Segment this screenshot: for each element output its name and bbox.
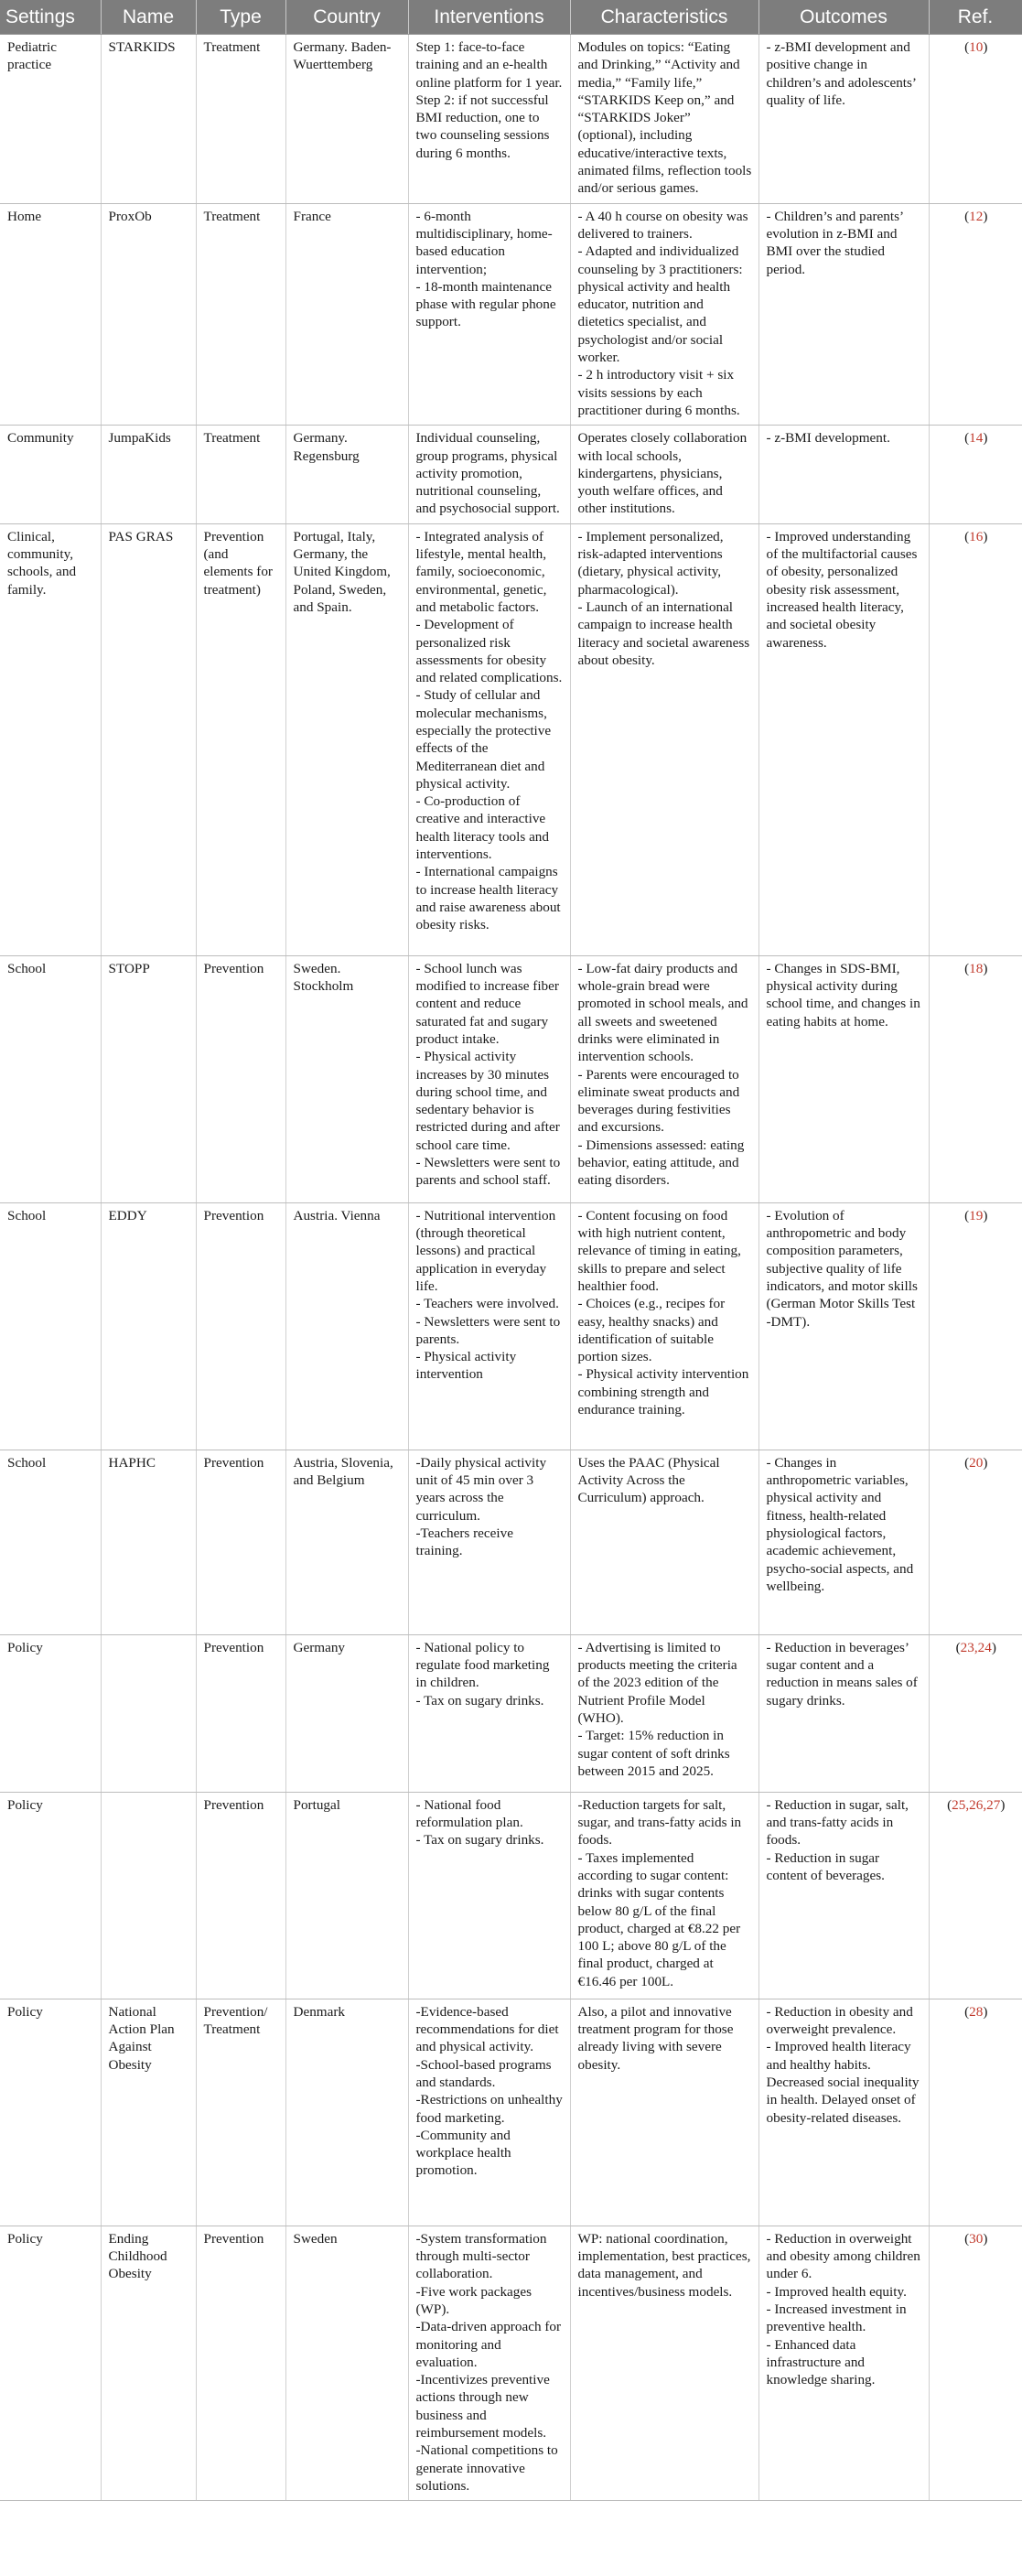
cell-type: Prevention: [196, 955, 285, 1202]
cell-characteristics-line: Uses the PAAC (Physical Activity Across the Curriculum) approach.: [577, 1454, 720, 1506]
cell-ref: (19): [929, 1202, 1022, 1450]
cell-interventions-line: -Incentivizes preventive actions through new business and reimbursement models.: [415, 2372, 550, 2441]
cell-name: HAPHC: [101, 1450, 196, 1634]
cell-type: Prevention: [196, 2226, 285, 2500]
cell-outcomes: [758, 426, 929, 523]
cell-characteristics: [570, 426, 758, 523]
table-row: [0, 35, 1022, 204]
cell-interventions-line: - Co-production of creative and interactive health literacy tools and interventions.: [415, 793, 549, 863]
cell-characteristics-line: - Choices (e.g., recipes for easy, healthy snacks) and identification of suitable portion sizes.: [577, 1296, 726, 1365]
cell-characteristics-line: -Reduction targets for salt, sugar, and trans-fatty acids in foods.: [577, 1796, 742, 1848]
cell-outcomes-line: - Increased investment in preventive health.: [766, 2301, 907, 2335]
cell-interventions: [408, 2226, 570, 2500]
cell-characteristics-line: - Adapted and individualized counseling by 3 practitioners: physical activity and health educator, nutrition and dietetics specialist, and psychologist and/or social worker.: [577, 243, 743, 366]
cell-type: Treatment: [196, 203, 285, 426]
table-row: [0, 1999, 1022, 2226]
cell-name: Ending Childhood Obesity: [101, 2226, 196, 2500]
cell-outcomes-line: - Improved health equity.: [766, 2283, 907, 2300]
cell-characteristics-line: Modules on topics: “Eating and Drinking,” “Activity and media,” “Family life,” “STARKIDS Keep on,” and “STARKIDS Joker” (optional), including educative/interactive texts, animated films, reflection tools and/or serious games.: [577, 39, 752, 197]
cell-interventions-line: - Physical activity increases by 30 minutes during school time, and sedentary behavior is restricted during and after school care time.: [415, 1049, 560, 1153]
cell-name: EDDY: [101, 1202, 196, 1450]
cell-characteristics: [570, 1792, 758, 1999]
cell-ref: (10): [929, 35, 1022, 204]
header-characteristics: Characteristics: [570, 0, 758, 35]
cell-outcomes: [758, 1450, 929, 1634]
cell-outcomes-line: - Improved health literacy and healthy habits. Decreased social inequality in health. Delayed onset of obesity-related diseases.: [766, 2039, 920, 2126]
reference-link[interactable]: 28: [969, 2003, 984, 2020]
cell-ref: (30): [929, 2226, 1022, 2500]
cell-outcomes: [758, 955, 929, 1202]
cell-outcomes: [758, 2226, 929, 2500]
cell-setting: Policy: [0, 1792, 101, 1999]
cell-outcomes: [758, 1202, 929, 1450]
cell-interventions-line: - Teachers were involved.: [415, 1296, 559, 1312]
reference-link[interactable]: 12: [969, 208, 984, 224]
cell-characteristics-line: - Taxes implemented according to sugar content: drinks with sugar contents below 80 g/L of the final product, charged at €8.22 per 100 L; above 80 g/L of the final product, charged at €16.46 per 100L.: [577, 1849, 741, 1989]
cell-interventions-line: - Nutritional intervention (through theoretical lessons) and practical application in everyday life.: [415, 1207, 556, 1294]
reference-link[interactable]: 16: [969, 528, 984, 544]
cell-characteristics-line: - Content focusing on food with high nutrient content, relevance of timing in eating, skills to prepare and select healthier food.: [577, 1207, 741, 1294]
reference-link[interactable]: 18: [969, 960, 984, 976]
cell-country: Portugal: [285, 1792, 408, 1999]
cell-type: Treatment: [196, 426, 285, 523]
cell-country: Austria, Slovenia, and Belgium: [285, 1450, 408, 1634]
cell-interventions: [408, 426, 570, 523]
reference-link[interactable]: 20: [969, 1454, 984, 1471]
table-row: [0, 523, 1022, 955]
cell-characteristics: [570, 2226, 758, 2500]
header-country: Country: [285, 0, 408, 35]
cell-characteristics: [570, 955, 758, 1202]
cell-setting: School: [0, 955, 101, 1202]
reference-link[interactable]: 30: [969, 2230, 984, 2247]
cell-interventions-line: - Physical activity intervention: [415, 1349, 517, 1383]
table-row: [0, 1450, 1022, 1634]
cell-outcomes-line: - Reduction in overweight and obesity among children under 6.: [766, 2230, 920, 2282]
cell-characteristics-line: - Target: 15% reduction in sugar content of soft drinks between 2015 and 2025.: [577, 1728, 730, 1779]
cell-setting: Policy: [0, 1634, 101, 1792]
cell-interventions-line: -System transformation through multi-sector collaboration.: [415, 2230, 547, 2282]
cell-interventions-line: - National food reformulation plan.: [415, 1796, 523, 1831]
cell-characteristics: [570, 35, 758, 204]
cell-country: France: [285, 203, 408, 426]
cell-interventions-line: -Evidence-based recommendations for diet and physical activity.: [415, 2003, 559, 2055]
cell-outcomes-line: - Enhanced data infrastructure and knowledge sharing.: [766, 2336, 876, 2388]
cell-outcomes-line: - z-BMI development and positive change in children’s and adolescents’ quality of life.: [766, 39, 916, 108]
cell-outcomes-line: - Reduction in obesity and overweight prevalence.: [766, 2003, 913, 2038]
cell-characteristics-line: - 2 h introductory visit + six visits sessions by each practitioner during 6 months.: [577, 367, 740, 418]
header-interventions: Interventions: [408, 0, 570, 35]
cell-interventions-line: -National competitions to generate innovative solutions.: [415, 2442, 558, 2494]
reference-link[interactable]: 19: [969, 1207, 984, 1223]
cell-characteristics-line: - Parents were encouraged to eliminate sweat products and beverages during festivities and excursions.: [577, 1066, 740, 1136]
table-row: [0, 2226, 1022, 2500]
cell-outcomes-line: - Improved understanding of the multifactorial causes of obesity, personalized obesity risk assessment, increased health literacy, and societal obesity awareness.: [766, 528, 918, 651]
cell-interventions-line: - Tax on sugary drinks.: [415, 1832, 544, 1848]
cell-outcomes-line: - Reduction in sugar content of beverages.: [766, 1849, 885, 1883]
reference-link[interactable]: 10: [969, 39, 984, 55]
cell-interventions-line: - International campaigns to increase health literacy and raise awareness about obesity risks.: [415, 864, 561, 933]
cell-country: Sweden. Stockholm: [285, 955, 408, 1202]
cell-name: JumpaKids: [101, 426, 196, 523]
cell-country: Portugal, Italy, Germany, the United Kingdom, Poland, Sweden, and Spain.: [285, 523, 408, 955]
cell-name: National Action Plan Against Obesity: [101, 1999, 196, 2226]
cell-country: Sweden: [285, 2226, 408, 2500]
cell-setting: School: [0, 1202, 101, 1450]
header-settings: Settings: [0, 0, 101, 35]
table-row: [0, 426, 1022, 523]
cell-interventions-line: - 18-month maintenance phase with regular phone support.: [415, 278, 556, 330]
cell-outcomes: [758, 203, 929, 426]
cell-outcomes: [758, 35, 929, 204]
cell-type: Prevention: [196, 1634, 285, 1792]
header-outcomes: Outcomes: [758, 0, 929, 35]
cell-interventions-line: -Daily physical activity unit of 45 min over 3 years across the curriculum.: [415, 1454, 547, 1524]
cell-type: Prevention: [196, 1202, 285, 1450]
table-row: [0, 955, 1022, 1202]
cell-characteristics: [570, 203, 758, 426]
cell-interventions-line: - Study of cellular and molecular mechanisms, especially the protective effects of the Mediterranean diet and physical activity.: [415, 687, 552, 792]
cell-interventions-line: -Five work packages (WP).: [415, 2283, 533, 2317]
cell-interventions-line: - Newsletters were sent to parents.: [415, 1313, 561, 1347]
cell-interventions-line: -Teachers receive training.: [415, 1525, 513, 1559]
cell-ref: (14): [929, 426, 1022, 523]
cell-interventions: [408, 955, 570, 1202]
cell-ref: (18): [929, 955, 1022, 1202]
cell-country: Germany. Baden-Wuerttemberg: [285, 35, 408, 204]
cell-interventions-line: - Development of personalized risk assessments for obesity and related complications.: [415, 617, 563, 686]
cell-country: Germany. Regensburg: [285, 426, 408, 523]
cell-characteristics-line: Also, a pilot and innovative treatment program for those already living with severe obesity.: [577, 2003, 734, 2073]
cell-country: Denmark: [285, 1999, 408, 2226]
cell-outcomes: [758, 1634, 929, 1792]
cell-characteristics: [570, 523, 758, 955]
cell-characteristics-line: - Implement personalized, risk-adapted interventions (dietary, physical activity, pharmacological).: [577, 528, 724, 598]
cell-outcomes-line: - Reduction in sugar, salt, and trans-fatty acids in foods.: [766, 1796, 909, 1848]
cell-characteristics: [570, 1999, 758, 2226]
cell-interventions-line: -Data-driven approach for monitoring and evaluation.: [415, 2319, 562, 2370]
cell-interventions-line: Individual counseling, group programs, physical activity promotion, nutritional counseling, and psychosocial support.: [415, 430, 560, 517]
cell-setting: Community: [0, 426, 101, 523]
cell-ref: (28): [929, 1999, 1022, 2226]
reference-link[interactable]: 14: [969, 430, 984, 447]
cell-setting: Clinical, community, schools, and family.: [0, 523, 101, 955]
reference-link[interactable]: 25,26,27: [952, 1796, 1001, 1813]
cell-interventions-line: - Newsletters were sent to parents and school staff.: [415, 1154, 561, 1189]
reference-link[interactable]: 23,24: [960, 1639, 992, 1655]
cell-type: Prevention (and elements for treatment): [196, 523, 285, 955]
cell-characteristics-line: - Dimensions assessed: eating behavior, eating attitude, and eating disorders.: [577, 1137, 745, 1189]
cell-interventions: [408, 1450, 570, 1634]
cell-setting: School: [0, 1450, 101, 1634]
cell-characteristics-line: - Launch of an international campaign to increase health literacy and societal awareness about obesity.: [577, 598, 750, 668]
cell-country: Austria. Vienna: [285, 1202, 408, 1450]
cell-interventions-line: - National policy to regulate food marketing in children.: [415, 1639, 550, 1691]
cell-name: STOPP: [101, 955, 196, 1202]
cell-interventions-line: Step 1: face-to-face training and an e-health online platform for 1 year.: [415, 39, 563, 91]
cell-characteristics-line: WP: national coordination, implementation, best practices, data management, and incentives/business models.: [577, 2230, 751, 2300]
cell-outcomes: [758, 523, 929, 955]
cell-characteristics-line: Operates closely collaboration with local schools, kindergartens, physicians, youth welfare offices, and other institutions.: [577, 430, 748, 517]
cell-outcomes: [758, 1792, 929, 1999]
cell-ref: (23,24): [929, 1634, 1022, 1792]
cell-interventions: [408, 203, 570, 426]
cell-name: ProxOb: [101, 203, 196, 426]
cell-ref: (16): [929, 523, 1022, 955]
cell-name: PAS GRAS: [101, 523, 196, 955]
cell-characteristics: [570, 1202, 758, 1450]
cell-interventions-line: -School-based programs and standards.: [415, 2056, 552, 2090]
cell-interventions-line: -Community and workplace health promotion.: [415, 2127, 511, 2179]
cell-name: [101, 1634, 196, 1792]
cell-type: Prevention: [196, 1450, 285, 1634]
cell-interventions-line: - Tax on sugary drinks.: [415, 1692, 544, 1708]
cell-setting: Policy: [0, 2226, 101, 2500]
cell-outcomes: [758, 1999, 929, 2226]
cell-interventions-line: - School lunch was modified to increase fiber content and reduce saturated fat and sugary product intake.: [415, 960, 559, 1047]
cell-outcomes-line: - Reduction in beverages’ sugar content and a reduction in means sales of sugary drinks.: [766, 1639, 918, 1708]
cell-outcomes-line: - Changes in anthropometric variables, physical activity and fitness, health-related physiological factors, academic achievement, psycho-social aspects, and wellbeing.: [766, 1454, 914, 1594]
cell-interventions: [408, 1634, 570, 1792]
cell-interventions-line: -Restrictions on unhealthy food marketing.: [415, 2092, 563, 2126]
cell-ref: (12): [929, 203, 1022, 426]
cell-characteristics-line: - Advertising is limited to products meeting the criteria of the 2023 edition of the Nutrient Profile Model (WHO).: [577, 1639, 737, 1726]
table-row: [0, 1634, 1022, 1792]
table-row: [0, 1792, 1022, 1999]
cell-interventions: [408, 1792, 570, 1999]
table-row: [0, 1202, 1022, 1450]
header-ref: Ref.: [929, 0, 1022, 35]
cell-name: STARKIDS: [101, 35, 196, 204]
cell-country: Germany: [285, 1634, 408, 1792]
cell-interventions: [408, 35, 570, 204]
cell-type: Prevention: [196, 1792, 285, 1999]
header-name: Name: [101, 0, 196, 35]
cell-name: [101, 1792, 196, 1999]
cell-setting: Policy: [0, 1999, 101, 2226]
cell-outcomes-line: - Changes in SDS-BMI, physical activity during school time, and changes in eating habits at home.: [766, 960, 920, 1029]
cell-characteristics-line: - Physical activity intervention combining strength and endurance training.: [577, 1366, 749, 1417]
cell-characteristics-line: - Low-fat dairy products and whole-grain bread were promoted in school meals, and all sweets and sweetened drinks were eliminated in intervention schools.: [577, 960, 748, 1065]
cell-characteristics-line: - A 40 h course on obesity was delivered to trainers.: [577, 208, 748, 242]
cell-setting: Pediatric practice: [0, 35, 101, 204]
cell-type: Prevention/ Treatment: [196, 1999, 285, 2226]
cell-ref: (20): [929, 1450, 1022, 1634]
cell-interventions-line: - Integrated analysis of lifestyle, mental health, family, socioeconomic, environmental, genetic, and metabolic factors.: [415, 528, 547, 615]
cell-type: Treatment: [196, 35, 285, 204]
cell-characteristics: [570, 1634, 758, 1792]
cell-outcomes-line: - z-BMI development.: [766, 430, 890, 447]
header-type: Type: [196, 0, 285, 35]
cell-interventions: [408, 1202, 570, 1450]
table-row: [0, 203, 1022, 426]
cell-interventions: [408, 523, 570, 955]
cell-interventions-line: Step 2: if not successful BMI reduction, one to two counseling sessions during 6 months.: [415, 92, 550, 161]
cell-interventions-line: - 6-month multidisciplinary, home-based education intervention;: [415, 208, 553, 277]
cell-ref: (25,26,27): [929, 1792, 1022, 1999]
cell-outcomes-line: - Children’s and parents’ evolution in z-BMI and BMI over the studied period.: [766, 208, 903, 277]
header-row: [0, 0, 1022, 35]
cell-interventions: [408, 1999, 570, 2226]
cell-outcomes-line: - Evolution of anthropometric and body composition parameters, subjective quality of life indicators, and motor skills (German Motor Skills Test -DMT).: [766, 1207, 918, 1330]
cell-characteristics: [570, 1450, 758, 1634]
cell-setting: Home: [0, 203, 101, 426]
